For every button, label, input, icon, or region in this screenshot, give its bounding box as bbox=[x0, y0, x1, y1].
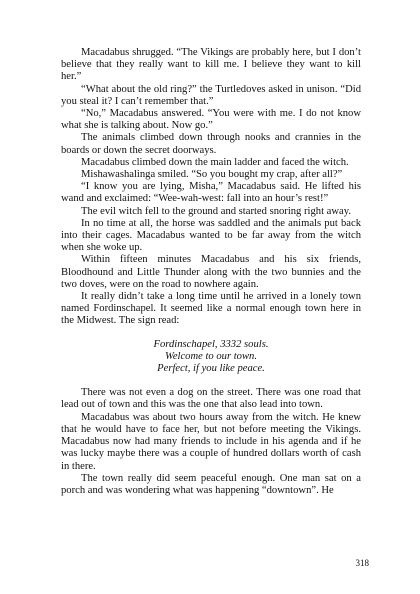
paragraph: The evil witch fell to the ground and started snoring right away. bbox=[81, 205, 351, 217]
paragraph: Macadabus was about two hours away from the witch. He knew that he would have to face her, but not before meeting the Vikings. Macadabus now had many friends to include in his agenda and if he was lucky maybe there was a couple of hundred dollars worth of cash in there. bbox=[61, 411, 361, 472]
page-number: 318 bbox=[355, 558, 369, 568]
paragraph: It really didn’t take a long time until he arrived in a lonely town named Fordinschapel. It seemed like a normal enough town here in the Midwest. The sign read: bbox=[61, 291, 361, 327]
sign-line: Perfect, if you like peace. bbox=[157, 363, 265, 375]
paragraph: The town really did seem peaceful enough. One man sat on a porch and was wondering what was happening “downtown”. He bbox=[61, 472, 361, 496]
paragraph: Macadabus shrugged. “The Vikings are probably here, but I don’t believe that they really want to kill me. I believe they want to kill her.” bbox=[61, 47, 361, 83]
paragraph: “No,” Macadabus answered. “You were with me. I do not know what she is talking about. Now go.” bbox=[61, 108, 361, 132]
body-text bbox=[61, 47, 361, 497]
paragraph: Within fifteen minutes Macadabus and his six friends, Bloodhound and Little Thunder along with the two bunnies and the two doves, were on the road to nowhere again. bbox=[61, 254, 361, 290]
paragraph: “What about the old ring?” the Turtledoves asked in unison. “Did you steal it? I can’t remember that.” bbox=[61, 83, 361, 107]
sign-line: Fordinschapel, 3332 souls. bbox=[153, 338, 269, 350]
paragraph: In no time at all, the horse was saddled and the animals put back into their cages. Macadabus wanted to be far away from the witch when she woke up. bbox=[61, 217, 361, 254]
sign-line: Welcome to our town. bbox=[164, 350, 257, 362]
paragraph: There was not even a dog on the street. There was one road that lead out of town and this was the one that also lead into town. bbox=[61, 387, 361, 411]
town-sign-quote bbox=[61, 339, 361, 376]
paragraph: “I know you are lying, Misha,” Macadabus said. He lifted his wand and exclaimed: “Wee-wah-west: fall into an hour’s rest!” bbox=[61, 181, 361, 205]
paragraph: Mishawashalinga smiled. “So you bought my crap, after all?” bbox=[81, 169, 343, 181]
paragraph: The animals climbed down through nooks and crannies in the boards or down the secret doorways. bbox=[61, 132, 361, 156]
paragraph: Macadabus climbed down the main ladder and faced the witch. bbox=[81, 156, 349, 168]
